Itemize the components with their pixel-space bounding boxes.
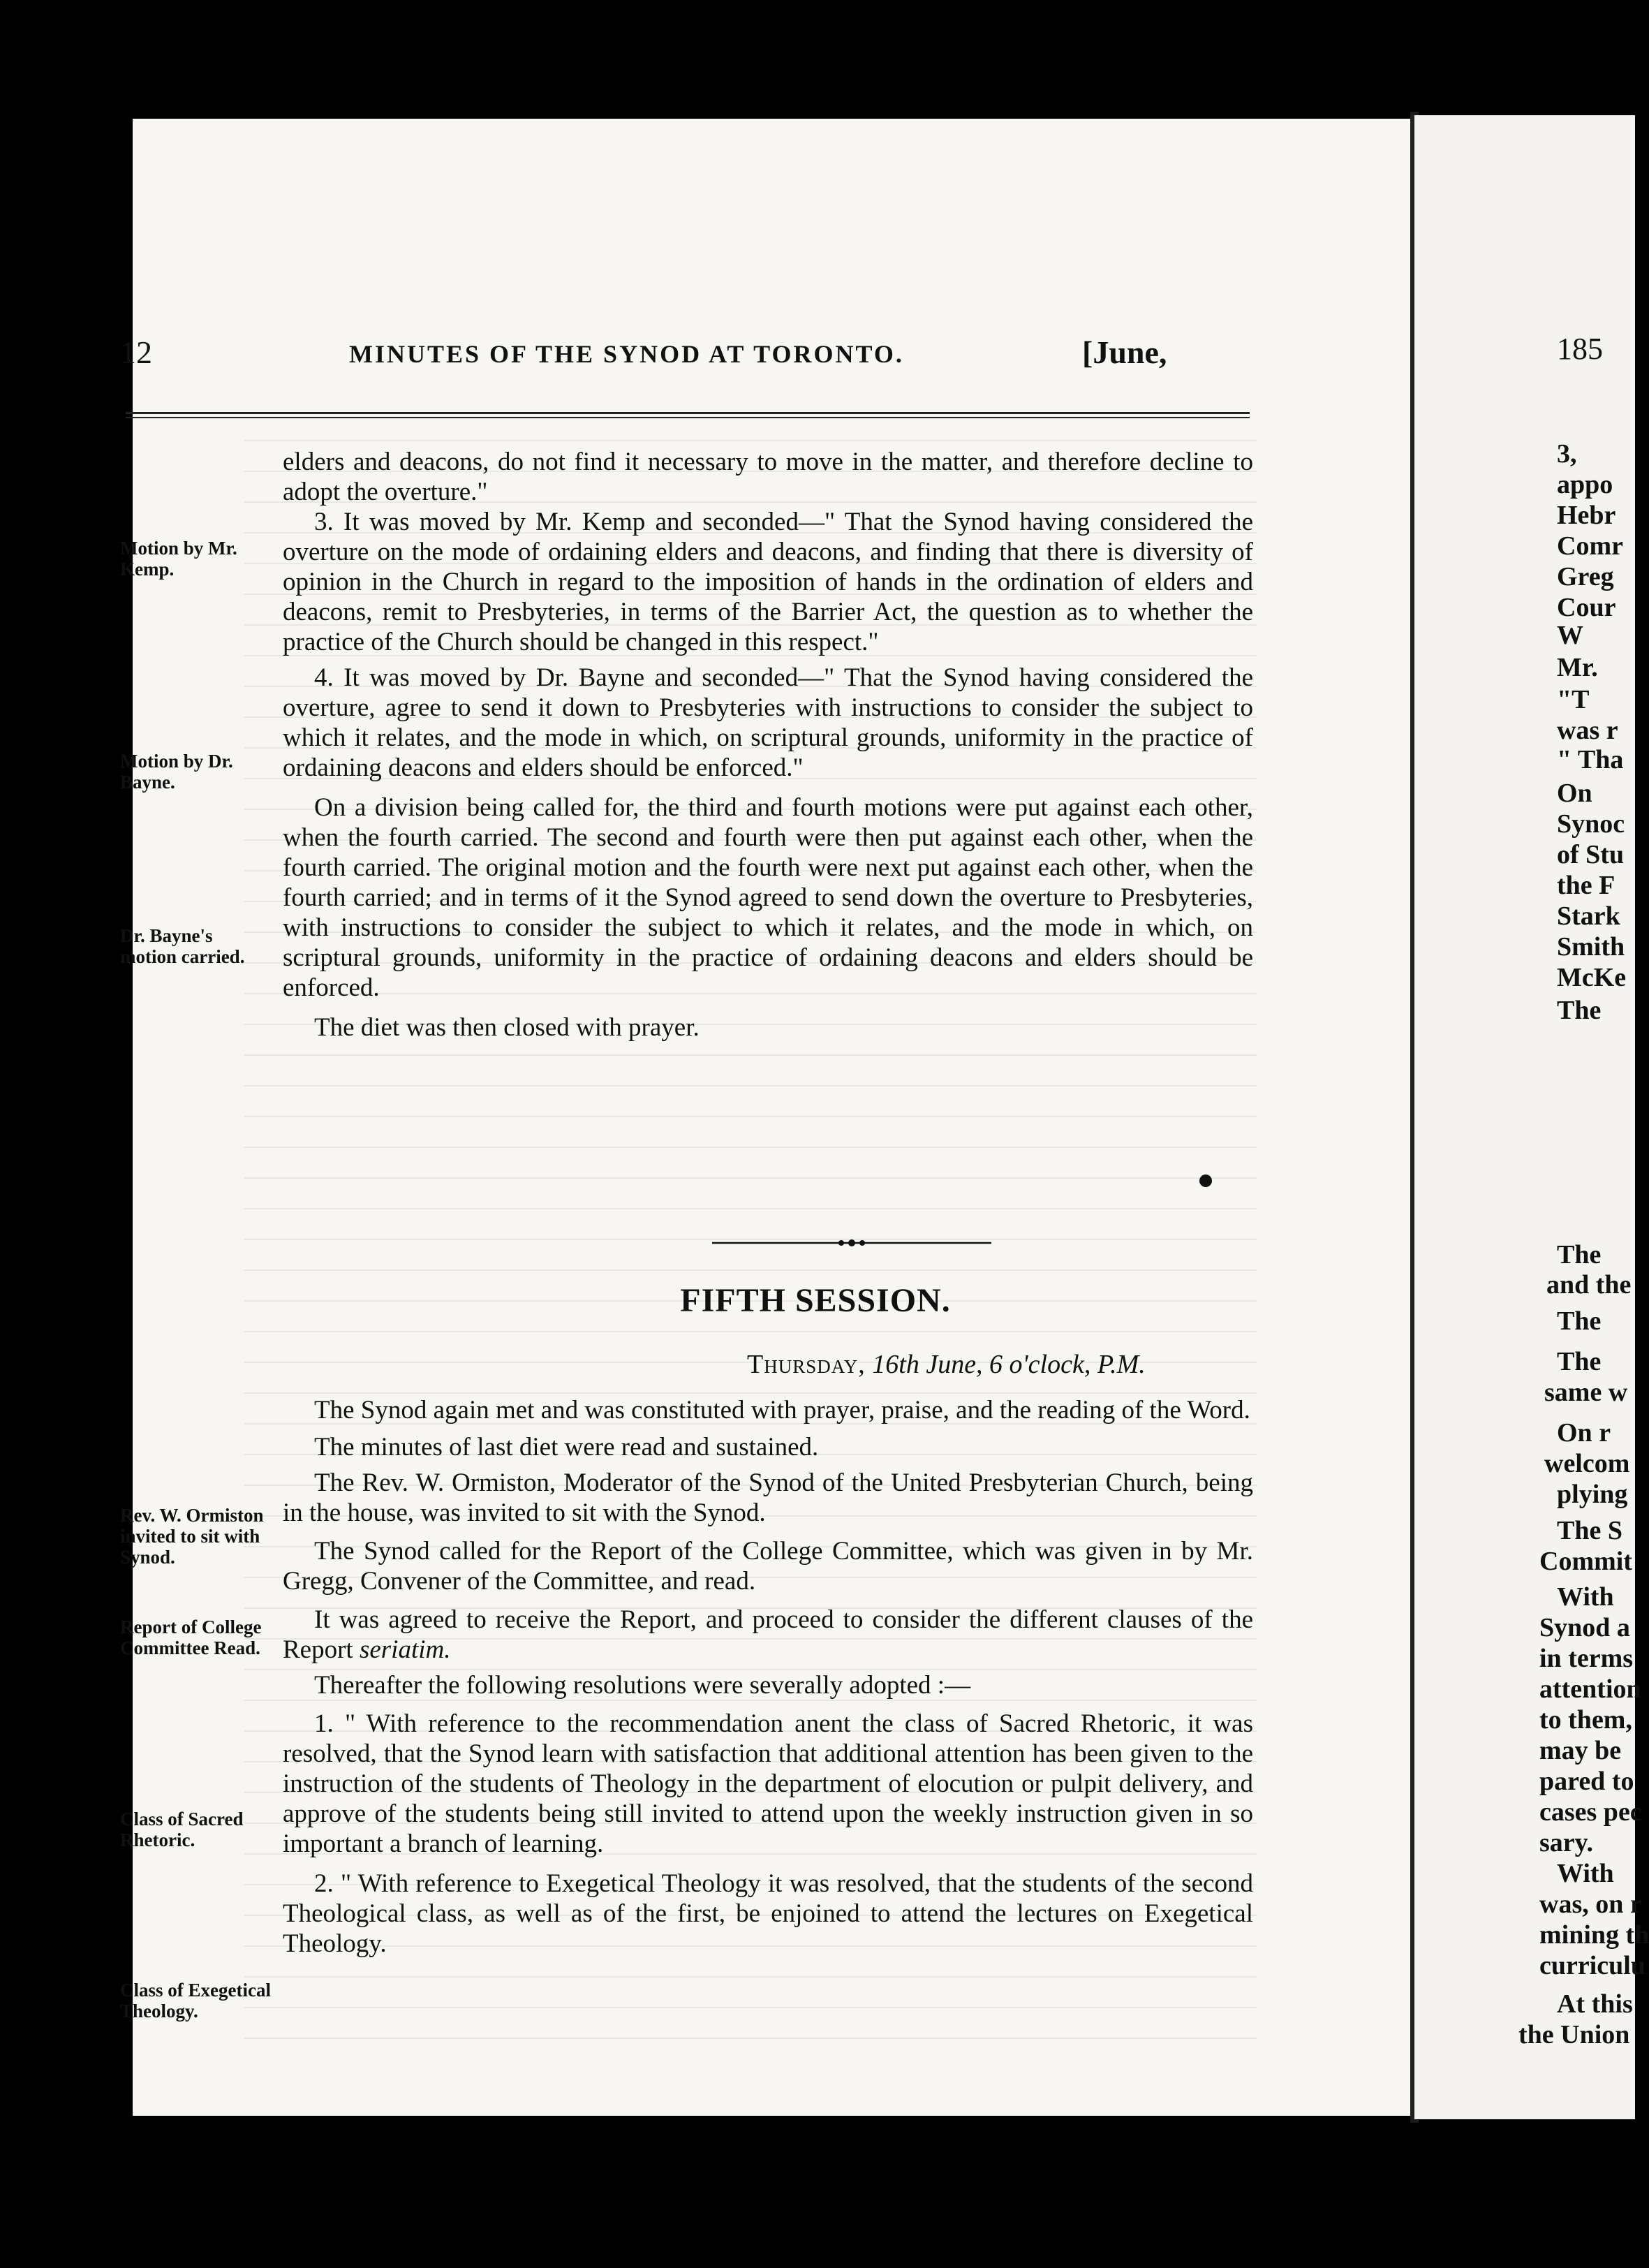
- right-line: attention: [1539, 1674, 1641, 1704]
- right-line: Mr.: [1557, 653, 1598, 682]
- right-line: and the: [1546, 1270, 1632, 1299]
- running-head: [0, 334, 1631, 376]
- right-line: Commit: [1539, 1547, 1632, 1576]
- margin-note-ormiston: Rev. W. Ormiston invited to sit with Synod.: [120, 1505, 264, 1568]
- right-line: On r: [1557, 1418, 1611, 1448]
- right-line: same w: [1544, 1378, 1628, 1407]
- margin-note-bayne: Motion by Dr. Bayne.: [120, 751, 233, 793]
- right-line: Hebr: [1557, 501, 1616, 530]
- right-line: "T: [1557, 685, 1590, 714]
- right-line: The: [1557, 1306, 1602, 1336]
- right-line: 3,: [1557, 439, 1577, 469]
- ink-dot: [1199, 1174, 1212, 1187]
- right-line: mining th: [1539, 1920, 1649, 1950]
- right-line: Cour: [1557, 593, 1616, 622]
- right-line: the Union: [1518, 2020, 1630, 2049]
- right-line: At this: [1557, 1989, 1633, 2019]
- right-line: The: [1557, 1347, 1602, 1376]
- right-line: to them,: [1539, 1705, 1632, 1735]
- right-line: Synoc: [1557, 809, 1625, 839]
- right-line: cases pec: [1539, 1797, 1642, 1827]
- right-line: Stark: [1557, 901, 1620, 931]
- paragraph-motion-3: 3. It was moved by Mr. Kemp and seconded—" That the Synod having considered the overture on the mode of ordaining elders and deacons, and finding that there is diversity of opinion in the Church in regard to the imposition of hands in the ordination of elders and deacons, remit to Presbyteries, in terms of the Barrier Act, the question as to whether the practice of the Church should be changed in this respect.": [283, 508, 1253, 656]
- right-line: the F: [1557, 871, 1615, 900]
- paragraph-constituted: The Synod again met and was constituted with prayer, praise, and the reading of the Word.: [314, 1396, 1250, 1424]
- right-line: The S: [1557, 1516, 1622, 1545]
- right-line: Synod a: [1539, 1613, 1630, 1642]
- session-date: 16th June, 6 o'clock, P.M.: [872, 1350, 1146, 1379]
- right-line: With: [1557, 1859, 1614, 1888]
- paragraph: elders and deacons, do not find it necessary to move in the matter, and therefore decline to adopt the overture.": [283, 448, 1253, 506]
- paragraph-minutes: The minutes of last diet were read and sustained.: [314, 1433, 819, 1461]
- right-line: McKe: [1557, 963, 1627, 992]
- margin-note-college: Report of College Committee Read.: [120, 1617, 262, 1658]
- paragraph-college-report: The Synod called for the Report of the College Committee, which was given in by Mr. Gregg, Convener of the Committee, and read.: [283, 1537, 1253, 1596]
- body-text-lower: [283, 1395, 1253, 1959]
- right-line: pared to: [1539, 1767, 1634, 1796]
- session-dateline: [747, 1349, 1146, 1380]
- right-line: of Stu: [1557, 840, 1625, 869]
- right-line: " Tha: [1557, 745, 1624, 774]
- seriatim-text: It was agreed to receive the Report, and proceed to consider the different clauses of the Report: [283, 1605, 1253, 1664]
- header-rule: [126, 412, 1250, 418]
- paragraph-division: On a division being called for, the third and fourth motions were put against each other, when the fourth carried. The second and fourth were then put against each other, when the fourth carried. The original motion and the fourth were next put against each other, when the fourth carried; and in terms of it the Synod agreed to send down the overture to Presbyteries, with instructions to consider the subject to which it relates, and the mode in which, on scriptural grounds, uniformity in the practice of ordaining deacons and elders should be enforced.: [283, 793, 1253, 1002]
- margin-note-exegetical: Class of Exegetical Theology.: [120, 1980, 271, 2022]
- margin-note-rhetoric: Class of Sacred Rhetoric.: [120, 1809, 244, 1850]
- right-line: The: [1557, 996, 1602, 1025]
- right-page-number: 185: [1557, 332, 1603, 366]
- running-title: MINUTES OF THE SYNOD AT TORONTO.: [349, 340, 904, 368]
- paragraph-motion-4: 4. It was moved by Dr. Bayne and seconded—" That the Synod having considered the overture, agree to send it down to Presbyteries with instructions to consider the subject to which it relates, and the mode in which, on scriptural grounds, uniformity in the practice of ordaining deacons and elders should be enforced.": [283, 663, 1253, 782]
- ornament-rule: [712, 1239, 991, 1246]
- right-line: Comr: [1557, 531, 1623, 561]
- paragraph-seriatim: [283, 1605, 1253, 1665]
- body-text-upper: [283, 447, 1253, 1043]
- paragraph-resolutions: Thereafter the following resolutions were severally adopted :—: [314, 1671, 971, 1700]
- right-line: W: [1557, 621, 1583, 650]
- margin-note-carried: Dr. Bayne's motion carried.: [120, 925, 245, 967]
- session-day: Thursday,: [747, 1350, 866, 1379]
- right-line: sary.: [1539, 1828, 1594, 1857]
- right-line: was r: [1557, 716, 1618, 745]
- resolution-2: 2. " With reference to Exegetical Theology it was resolved, that the students of the second Theological class, as well as of the first, be enjoined to attend the lectures on Exegetical Theology.: [283, 1869, 1253, 1958]
- resolution-1: 1. " With reference to the recommendation anent the class of Sacred Rhetoric, it was resolved, that the Synod learn with satisfaction that additional attention has been given to the instruction of the students of Theology in the department of elocution or pulpit delivery, and approve of the students being still invited to attend upon the weekly instruction given in so important a branch of learning.: [283, 1709, 1253, 1858]
- margin-note-kemp: Motion by Mr. Kemp.: [120, 538, 237, 580]
- right-line: The: [1557, 1240, 1602, 1269]
- right-line: On: [1557, 779, 1592, 808]
- right-line: Smith: [1557, 932, 1625, 962]
- right-line: plying: [1557, 1480, 1628, 1509]
- session-title: FIFTH SESSION.: [680, 1282, 951, 1319]
- seriatim-word: seriatim.: [359, 1635, 451, 1664]
- right-line: appo: [1557, 470, 1613, 499]
- right-line: curriculu: [1539, 1951, 1646, 1980]
- page-number: 12: [120, 334, 152, 370]
- running-month: [June,: [1082, 334, 1167, 370]
- right-line: in terms: [1539, 1644, 1634, 1673]
- right-line: With: [1557, 1582, 1614, 1612]
- right-line: Greg: [1557, 562, 1614, 591]
- right-line: was, on r: [1539, 1890, 1642, 1919]
- paragraph-ormiston: The Rev. W. Ormiston, Moderator of the Synod of the United Presbyterian Church, being in the house, was invited to sit with the Synod.: [283, 1468, 1253, 1527]
- right-line: welcom: [1544, 1449, 1630, 1478]
- paragraph-closing: The diet was then closed with prayer.: [314, 1013, 700, 1042]
- right-line: may be: [1539, 1736, 1622, 1765]
